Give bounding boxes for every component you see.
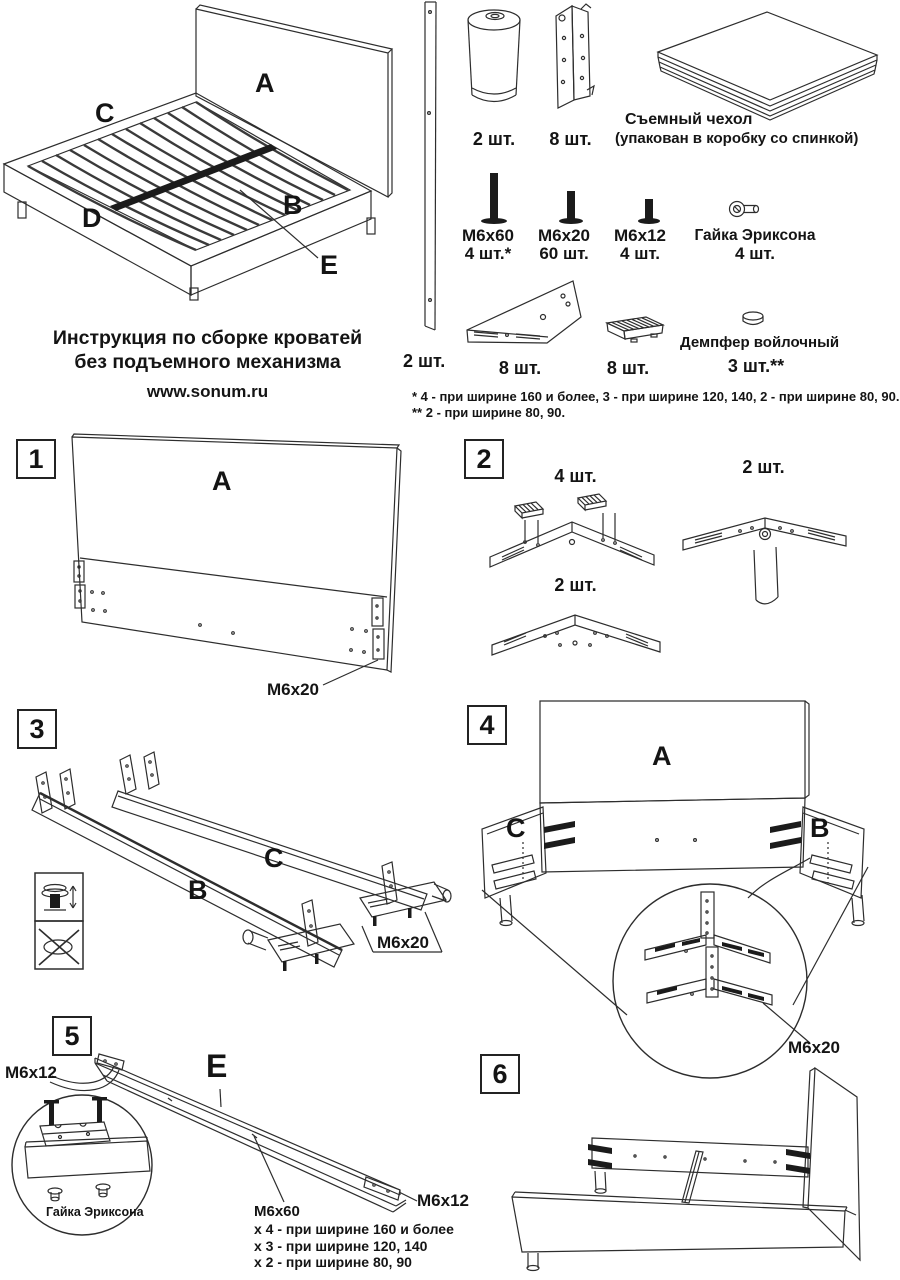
step4-rail-b-label: B: [810, 813, 830, 843]
step5-note-2: x 3 - при ширине 120, 140: [254, 1238, 428, 1254]
step3-rail-c-label: C: [264, 843, 284, 873]
website-url: www.sonum.ru: [146, 382, 269, 401]
step6-drawing: [460, 1040, 900, 1280]
step4-number: 4: [467, 705, 507, 745]
step2-qty-top: 4 шт.: [554, 466, 597, 486]
slat-part-drawing: [415, 0, 450, 350]
bolt-m6x20-qty: 60 шт.: [539, 244, 589, 263]
step3-callout-m6x20: M6x20: [377, 933, 429, 952]
step4-rail-c-label: C: [506, 813, 526, 843]
step5-callout-m6x12-right: M6x12: [417, 1191, 469, 1210]
overview-label-b: B: [283, 190, 303, 220]
step3-drawing: [10, 700, 455, 1000]
step3-rail-b-label: B: [188, 875, 208, 905]
title-line2: без подъемного механизма: [74, 351, 341, 373]
step2-drawing: [460, 430, 900, 685]
step1-number: 1: [16, 439, 56, 479]
bolt-m6x60-qty: 4 шт.*: [464, 244, 512, 263]
step1-callout-m6x20: M6x20: [267, 680, 319, 699]
felt-damper-name: Демпфер войлочный: [680, 334, 840, 351]
overview-label-a: A: [255, 68, 275, 98]
step1-drawing: [60, 430, 410, 710]
leg-plate-qty: 8 шт.: [498, 358, 542, 378]
bolt-m6x12-name: M6x12: [614, 226, 666, 245]
step5-note-1: x 4 - при ширине 160 и более: [254, 1221, 454, 1237]
step5-note-3: x 2 - при ширине 80, 90: [254, 1254, 412, 1270]
cover-name: Съемный чехол: [625, 111, 753, 128]
leg-qty: 2 шт.: [472, 129, 516, 149]
step2-number: 2: [464, 439, 504, 479]
bolt-m6x60-name: M6x60: [462, 226, 514, 245]
erikson-nut-qty: 4 шт.: [735, 244, 775, 263]
step2-qty-right: 2 шт.: [742, 457, 785, 477]
footnote-1: * 4 - при ширине 160 и более, 3 - при ширине 120, 140, 2 - при ширине 80, 90.: [412, 389, 900, 404]
step4-callout-m6x20: M6x20: [788, 1038, 840, 1057]
cover-note: (упакован в коробку со спинкой): [615, 130, 859, 147]
step5-number: 5: [52, 1016, 92, 1056]
bed-overview-drawing: [0, 0, 415, 310]
step3-number: 3: [17, 709, 57, 749]
overview-label-c: C: [95, 98, 115, 128]
page-title: [25, 326, 390, 374]
bolt-m6x12-qty: 4 шт.: [620, 244, 660, 263]
step4-drawing: [460, 695, 900, 1085]
step1-panel-label: A: [212, 466, 232, 496]
footnote-2: ** 2 - при ширине 80, 90.: [412, 405, 566, 420]
erikson-nut-name: Гайка Эриксона: [694, 227, 816, 244]
bolt-m6x20-name: M6x20: [538, 226, 590, 245]
slat-qty: 2 шт.: [403, 351, 446, 371]
overview-label-e: E: [320, 250, 339, 280]
step5-nut-label: Гайка Эриксона: [46, 1205, 144, 1219]
title-line1: Инструкция по сборке кроватей: [52, 327, 363, 349]
step4-panel-label: A: [652, 741, 672, 771]
damper-block-qty: 8 шт.: [606, 358, 650, 378]
step5-bolt-label: M6x60: [254, 1203, 300, 1220]
step5-rail-label: E: [206, 1048, 228, 1084]
angle-bracket-qty: 8 шт.: [549, 129, 592, 149]
felt-damper-qty: 3 шт.**: [727, 356, 785, 376]
step6-number: 6: [480, 1054, 520, 1094]
step2-qty-bottom: 2 шт.: [554, 575, 597, 595]
overview-label-d: D: [82, 203, 102, 233]
step5-callout-m6x12-left: M6x12: [5, 1063, 57, 1082]
